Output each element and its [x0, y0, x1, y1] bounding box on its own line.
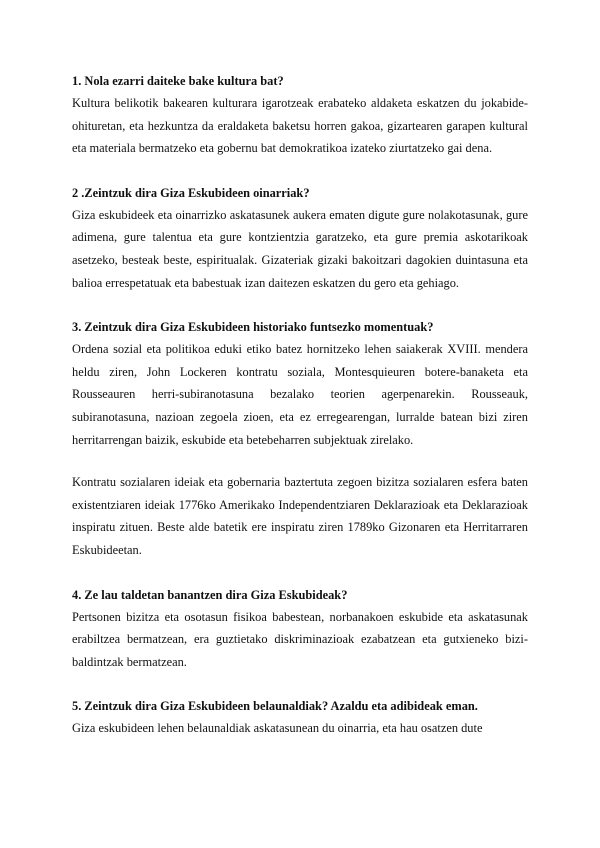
question-heading: 1. Nola ezarri daiteke bake kultura bat? — [72, 74, 284, 88]
section-4 — [72, 584, 528, 674]
spacer — [72, 451, 528, 471]
answer-paragraph: Kultura belikotik bakearen kulturara igarotzeak erabateko aldaketa eskatzen du jokabide-ohituretan, eta hezkuntza da eraldaketa baketsu horren gakoa, gizartearen garapen kultural eta materiala bermatzeko eta gobernu bat demokratikoa izateko ziurtatzeko gai dena. — [72, 96, 528, 156]
question-heading: 3. Zeintzuk dira Giza Eskubideen historiako funtsezko momentuak? — [72, 320, 434, 335]
question-heading: 4. Ze lau taldetan banantzen dira Giza Eskubideak? — [72, 587, 348, 602]
section-5 — [72, 695, 528, 740]
section-3 — [72, 316, 528, 561]
answer-paragraph: Giza eskubideek eta oinarrizko askatasunek aukera ematen digute gure nolakotasunak, gure adimena, gure talentua eta gure kontzientzia garatzeko, eta gure premia askotarikoak asetzeko, besteak beste, espiritualak. Gizateriak gizaki bakoitzari dagokien duintasuna eta balioa errespetatuak eta babestuak izan daitezen eskatzen du gero eta gehiago. — [72, 207, 528, 290]
document-page — [72, 70, 528, 740]
answer-paragraph: Giza eskubideen lehen belaunaldiak askatasunean du oinarria, eta hau osatzen dute — [72, 721, 483, 736]
spacer — [72, 562, 528, 584]
section-1 — [72, 70, 528, 160]
answer-paragraph: Pertsonen bizitza eta osotasun fisikoa babestean, norbanakoen eskubide eta askatasunak erabiltzea bermatzean, era guztietako diskriminazioak ezabatzean eta gutxieneko bizi-baldintzak bermatzean. — [72, 609, 528, 669]
section-2 — [72, 182, 528, 294]
answer-paragraph: Kontratu sozialaren ideiak eta gobernaria baztertuta zegoen bizitza sozialaren esfera baten existentziaren ideiak 1776ko Amerikako Independentziaren Deklarazioak eta Deklarazioak inspiratu zituen. Beste alde batetik ere inspiratu ziren 1789ko Gizonaren eta Herritarraren Eskubideetan. — [72, 475, 528, 557]
question-heading: 2 .Zeintzuk dira Giza Eskubideen oinarriak? — [72, 185, 310, 200]
spacer — [72, 294, 528, 316]
spacer — [72, 673, 528, 695]
spacer — [72, 160, 528, 182]
answer-paragraph: Ordena sozial eta politikoa eduki etiko batez hornitzeko lehen saiakerak XVIII. mendera heldu ziren, John Lockeren kontratu soziala, Montesquieuren botere-banaketa eta Rousseauren herri-subiranotasuna bezalako teorien agerpenarekin. Rousseauk, subiranotasuna, nazioan zegoela zioen, eta ez erregearengan, lurralde batean bizi ziren herritarrengan baizik, eskubide eta betebeharren subjektuak zirelako. — [72, 342, 528, 447]
question-heading: 5. Zeintzuk dira Giza Eskubideen belaunaldiak? Azaldu eta adibideak eman. — [72, 699, 478, 714]
